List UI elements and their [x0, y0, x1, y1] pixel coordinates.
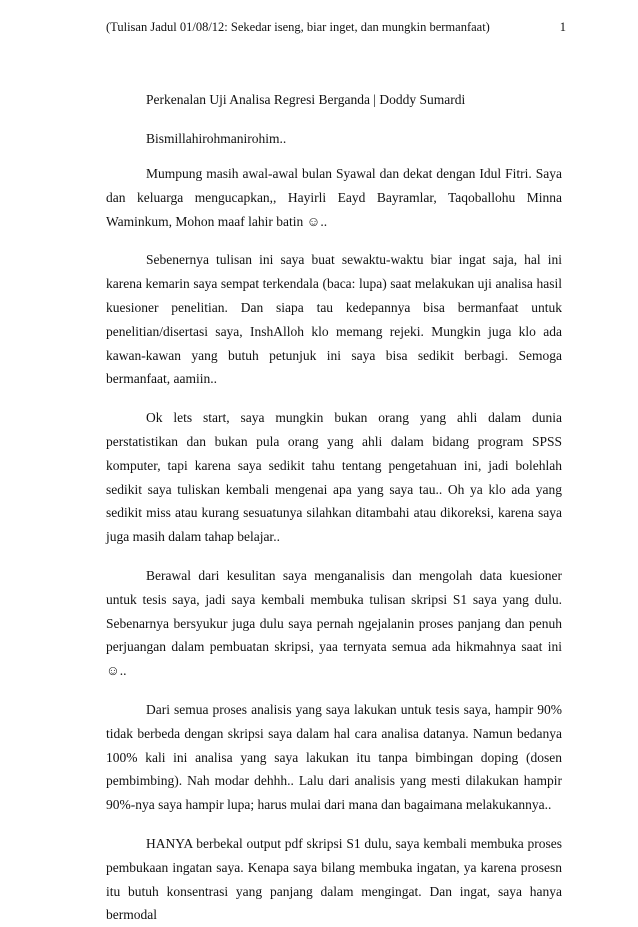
paragraph-2: Sebenernya tulisan ini saya buat sewaktu-waktu biar ingat saja, hal ini karena kemarin saya sempat terkendala (baca: lupa) saat melakukan uji analisa hasil kuesioner penelitian. Dan siapa tau kedepannya bisa bermanfaat untuk penelitian/disertasi saya, InshAlloh klo memang rejeki. Mungkin juga klo ada kawan-kawan yang butuh petunjuk ini saya bisa sedikit berbagi. Semoga bermanfaat, aamiin..: [106, 252, 562, 387]
document-body: [106, 90, 562, 923]
greeting-line: Bismillahirohmanirohim..: [146, 131, 287, 146]
paragraph-6: HANYA berbekal output pdf skripsi S1 dulu, saya kembali membuka proses pembukaan ingatan saya. Kenapa saya bilang membuka ingatan, ya karena prosesn itu butuh konsentrasi yang panjang dalam mengingat. Dan ingat, saya hanya bermodal: [106, 835, 562, 923]
document-title: Perkenalan Uji Analisa Regresi Berganda | Doddy Sumardi: [146, 92, 466, 107]
paragraph-1: Mumpung masih awal-awal bulan Syawal dan dekat dengan Idul Fitri. Saya dan keluarga mengucapkan,, Hayirli Eayd Bayramlar, Taqoballohu Minna Waminkum, Mohon maaf lahir batin ☺..: [106, 166, 562, 229]
paragraph-3: Ok lets start, saya mungkin bukan orang yang ahli dalam dunia perstatistikan dan bukan pula orang yang ahli dalam bidang program SPSS komputer, tapi karena saya sedikit tahu tentang pengetahuan ini, jadi bolehlah sedikit saya tuliskan kembali mengenai apa yang saya tau.. Oh ya klo ada yang sedikit miss atau kurang sesuatunya silahkan ditambahi atau dikoreksi, karena saya juga masih dalam tahap belajar..: [106, 410, 562, 545]
paragraph-4: Berawal dari kesulitan saya menganalisis dan mengolah data kuesioner untuk tesis saya, jadi saya kembali membuka tulisan skripsi S1 saya yang dulu. Sebenarnya bersyukur juga dulu saya pernah ngejalanin proses panjang dan penuh perjuangan dalam pembuatan skripsi, yaa ternyata semua ada hikmahnya saat ini ☺..: [106, 567, 562, 679]
paragraph-5: Dari semua proses analisis yang saya lakukan untuk tesis saya, hampir 90% tidak berbeda dengan skripsi saya dalam hal cara analisa datanya. Namun bedanya 100% kali ini analisa yang saya lakukan itu tanpa bimbingan doping (dosen pembimbing). Nah modar dehhh.. Lalu dari analisis yang mesti dilakukan hampir 90%-nya saya hampir lupa; harus mulai dari mana dan bagaimana melakukannya..: [106, 701, 562, 813]
page-header: [106, 19, 566, 35]
header-text: (Tulisan Jadul 01/08/12: Sekedar iseng, biar inget, dan mungkin bermanfaat): [106, 20, 490, 34]
page-number: 1: [559, 20, 566, 34]
